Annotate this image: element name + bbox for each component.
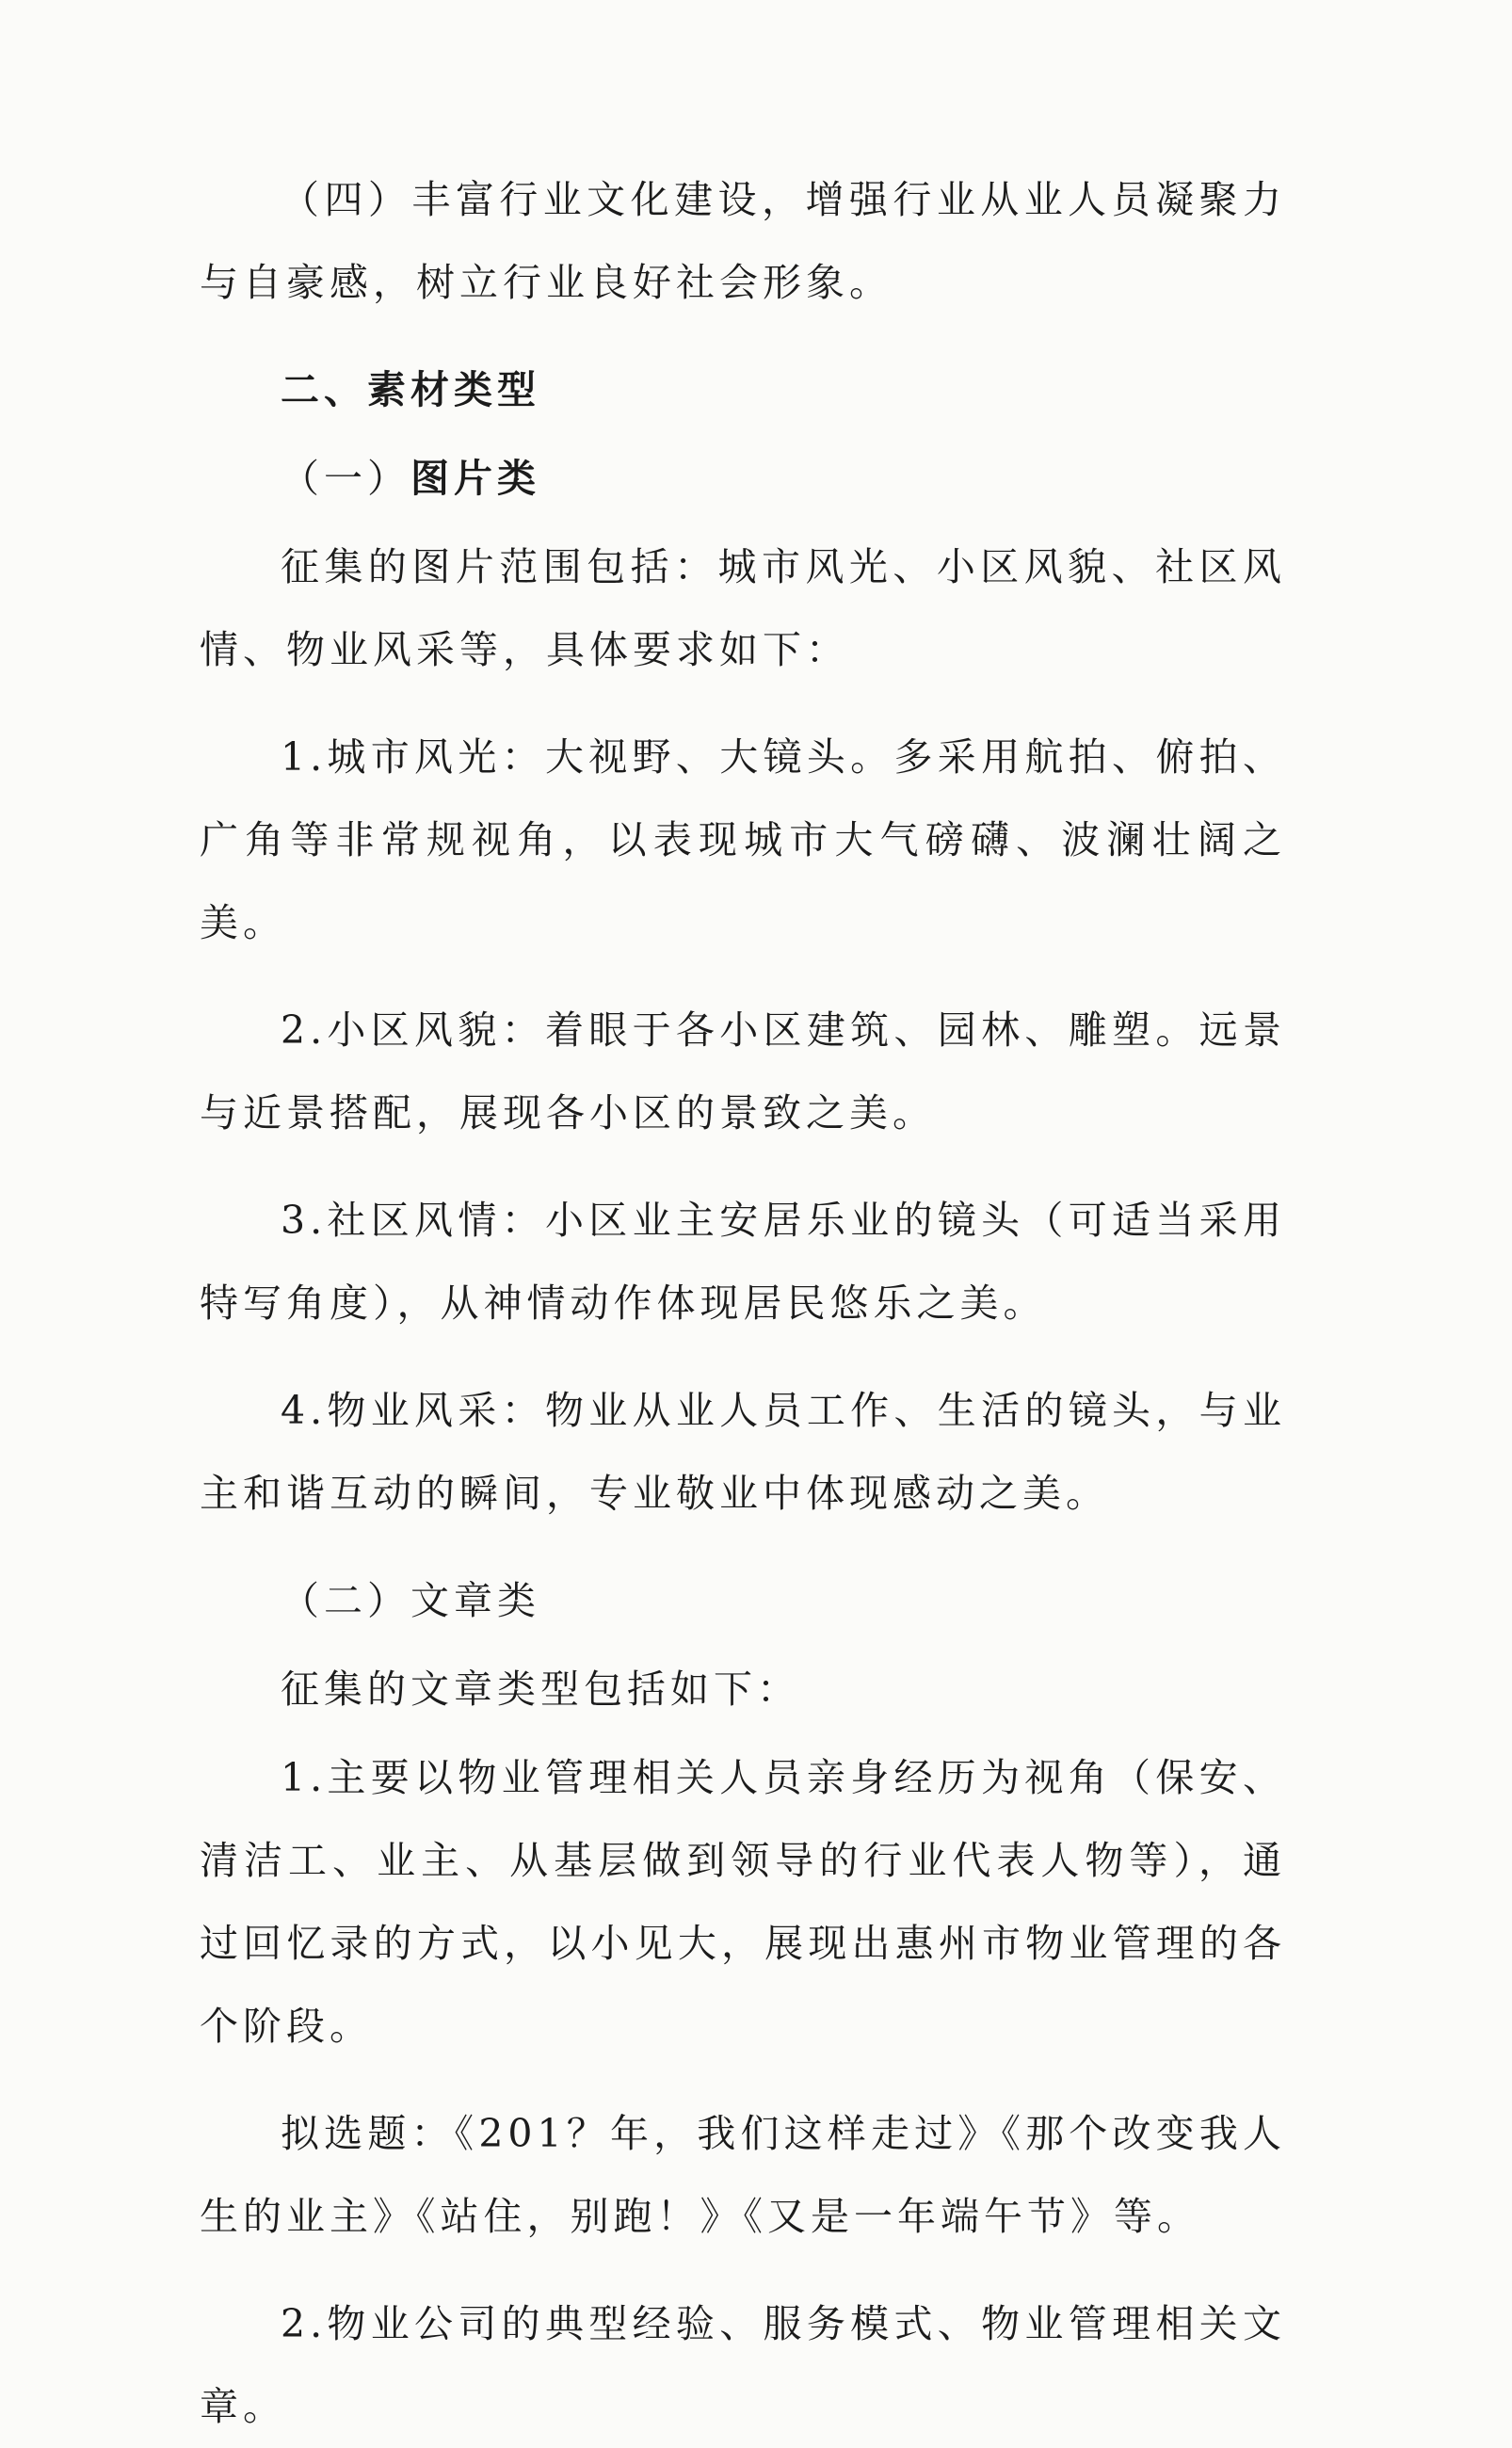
paragraph-culture: （四）丰富行业文化建设，增强行业从业人员凝聚力与自豪感，树立行业良好社会形象。 <box>200 177 1286 305</box>
paragraph-article-topics: 拟选题：《201？年，我们这样走过》《那个改变我人生的业主》《站住，别跑！》《又是一年端午节》等。 <box>200 2111 1286 2239</box>
paragraph-photo-intro: 征集的图片范围包括：城市风光、小区风貌、社区风情、物业风采等，具体要求如下： <box>200 544 1286 672</box>
paragraph-photo-staff: 4.物业风采：物业从业人员工作、生活的镜头，与业主和谐互动的瞬间，专业敬业中体现感动之美。 <box>200 1388 1286 1516</box>
paragraph-photo-community: 2.小区风貌：着眼于各小区建筑、园林、雕塑。远景与近景搭配，展现各小区的景致之美。 <box>200 1007 1286 1135</box>
subheading-images-title: 图片类 <box>410 456 540 501</box>
subheading-images-number: （一） <box>281 456 410 501</box>
subheading-images <box>200 437 1286 520</box>
paragraph-article-experience: 2.物业公司的典型经验、服务模式、物业管理相关文章。 <box>200 2301 1286 2429</box>
section-heading-material-types: 二、素材类型 <box>281 367 540 412</box>
paragraph-article-memoir: 1.主要以物业管理相关人员亲身经历为视角（保安、清洁工、业主、从基层做到领导的行业代表人物等），通过回忆录的方式，以小见大，展现出惠州市物业管理的各个阶段。 <box>200 1755 1286 2049</box>
paragraph-article-intro: 征集的文章类型包括如下： <box>281 1667 800 1712</box>
subheading-articles: （二）文章类 <box>281 1578 540 1623</box>
paragraph-photo-city: 1.城市风光：大视野、大镜头。多采用航拍、俯拍、广角等非常规视角，以表现城市大气磅礴、波澜壮阔之美。 <box>200 734 1286 945</box>
paragraph-photo-residents: 3.社区风情：小区业主安居乐业的镜头（可适当采用特写角度），从神情动作体现居民悠乐之美。 <box>200 1198 1286 1326</box>
